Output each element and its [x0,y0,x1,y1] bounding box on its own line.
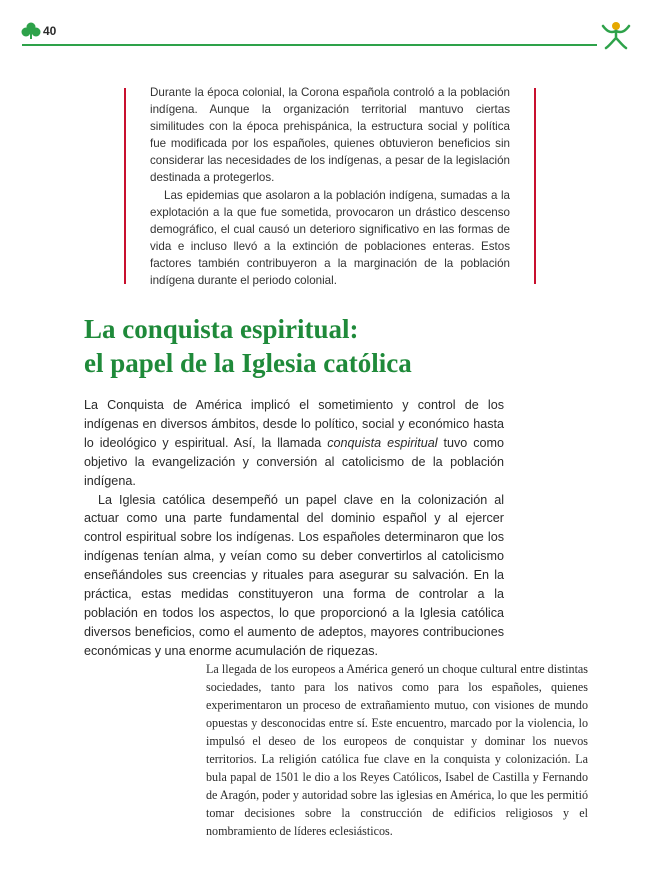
intro-text [150,84,510,289]
body-p1-text-before: La Conquista de América implicó el sometimiento y control de los indígenas en diversos ámbitos, desde lo político, social y económico hasta lo ideológico y espiritual. Así, la llamada [84,398,504,450]
section-title [84,312,604,380]
intro-box-right-border [534,88,536,284]
section-title-line-2: el papel de la Iglesia católica [84,348,412,378]
intro-paragraph-1: Durante la época colonial, la Corona española controló a la población indígena. Aunque la organización territorial mantuvo ciertas similitudes con la época prehispánica, la estructura social y política fue modificada por los españoles, quienes obtuvieron beneficios sin considerar las necesidades de los indígenas, a pesar de la legislación destinada a protegerlos. [150,86,510,185]
intro-box-left-border [124,88,126,284]
clover-icon [20,22,42,40]
intro-box [124,84,536,292]
quote-block [206,660,588,840]
section-title-line-1: La conquista espiritual: [84,314,359,344]
body-p1-emphasis: conquista espiritual [327,435,438,450]
quote-paragraph: La llegada de los europeos a América generó un choque cultural entre distintas sociedades, tanto para los nativos como para los españoles, quienes experimentaron un proceso de extrañamiento mutuo, con visiones de mundo opuestas y desconocidas entre sí. Este encuentro, marcado por la violencia, lo impulsó el deseo de los europeos de conquistar y dominar los nuevos territorios. La religión católica fue clave en la conquista y colonización. La bula papal de 1501 le dio a los Reyes Católicos, Isabel de Castilla y Fernando de Aragón, poder y autoridad sobre las iglesias en América, lo que les permitió tomar decisiones sobre la construcción de edificios religiosos y el nombramiento de líderes eclesiásticos. [206,662,588,838]
page-header [0,0,672,50]
page-number: 40 [43,24,57,38]
person-logo-icon [600,20,632,50]
intro-paragraph-2: Las epidemias que asolaron a la población indígena, sumadas a la explotación a la que fue sometida, provocaron un drástico descenso demográfico, el cual causó un deterioro significativo en las formas de vida e incluso llevó a la extinción de poblaciones enteras. Estos factores también contribuyeron a la marginación de la población indígena durante el periodo colonial. [150,188,510,288]
body-p1-text-after: tuvo como objetivo la evangelización y conversión al catolicismo de la población indígena. [84,435,505,488]
body-paragraph-2: La Iglesia católica desempeñó un papel clave en la colonización al actuar como una parte fundamental del dominio español y al ejercer control espiritual sobre los indígenas. Los españoles determinaron que los indígenas tenían alma, y veían como su deber convertirlos al catolicismo enseñándoles sus creencias y rituales para asegurar su salvación. En la práctica, estas medidas constituyeron una forma de controlar a la población en todos los aspectos, lo que proporcionó a la Iglesia católica diversos beneficios, como el aumento de adeptos, mayores contribuciones económicas y una enorme acumulación de riquezas. [84,492,504,658]
body-text [84,396,504,661]
body-paragraph-1 [84,396,504,491]
header-rule [22,44,597,46]
